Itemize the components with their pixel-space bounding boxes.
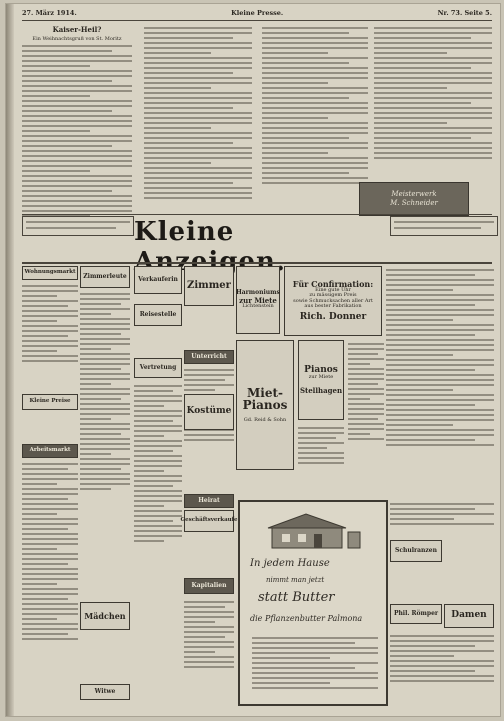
ad-reisestelle: Reisestelle xyxy=(134,304,182,326)
issue-number: Nr. 73. Seite 5. xyxy=(437,9,492,17)
ad-arbeitsmarkt: Arbeitsmarkt xyxy=(22,444,78,458)
ad-vertretung: Vertretung xyxy=(134,358,182,378)
classified-column-c xyxy=(80,290,130,600)
ad-heirat: Heirat xyxy=(184,494,234,508)
classified-column-k xyxy=(390,632,494,708)
ad-rumpler: Phil. Römper xyxy=(390,604,442,624)
article-text xyxy=(374,27,492,159)
issue-date: 27. März 1914. xyxy=(22,9,77,17)
classified-column-g xyxy=(298,424,344,494)
banner-line-1: Meisterwerk xyxy=(391,190,437,198)
article-title: Kaiser-Heil? xyxy=(52,25,102,34)
ad-kleine-preise: Kleine Preise xyxy=(22,394,78,410)
classified-column-f xyxy=(184,598,234,708)
article-text xyxy=(22,45,132,217)
article-text xyxy=(144,27,252,199)
ad-geschaftsverkaufe: Geschäftsverkaufe xyxy=(184,510,234,532)
page-spine xyxy=(6,4,14,716)
article-column-4 xyxy=(374,24,492,178)
notice-box-left xyxy=(22,216,134,236)
ad-madchen: Mädchen xyxy=(80,602,130,630)
ad-schulranzen: Schulranzen xyxy=(390,540,442,562)
newspaper-page xyxy=(6,4,500,716)
ad-witwe: Witwe xyxy=(80,684,130,700)
ad-wohnungsmarkt: Wohnungsmarkt xyxy=(22,266,78,280)
banner-line-2: M. Schneider xyxy=(390,199,438,207)
classified-column-h xyxy=(348,340,384,496)
classified-column-d xyxy=(134,382,182,632)
ad-zimmerleute: Zimmerleute xyxy=(80,266,130,288)
palmona-line-2: nimmt man jetzt xyxy=(266,576,325,584)
ad-miet-pianos: Miet-Pianos Gd. Reid & Sohn xyxy=(236,340,294,470)
section-title-band xyxy=(134,217,388,262)
ad-confirmation: Für Confirmation: Eine gute Uhr zu mässigem Preis sowie Schmucksachen aller Art aus bester Fabrikation Rich. Donner xyxy=(284,266,382,336)
ad-palmona xyxy=(238,500,388,706)
house-illustration xyxy=(264,512,364,550)
classified-column-b xyxy=(22,460,78,710)
classified-column-i xyxy=(386,266,494,494)
ad-verkauferin: Verkauferin xyxy=(134,266,182,294)
article-column-2 xyxy=(144,24,252,214)
ad-pianos: Pianos zur Miete Stellhagen xyxy=(298,340,344,420)
ad-kostume: Kostüme xyxy=(184,394,234,430)
notice-box-right xyxy=(390,216,498,236)
article-text xyxy=(262,27,368,184)
paper-name: Kleine Presse. xyxy=(231,9,284,17)
article-column-3 xyxy=(262,24,368,214)
running-head xyxy=(22,9,492,19)
ad-zimmer: Zimmer xyxy=(184,266,234,306)
section-title: Kleine xyxy=(134,217,235,247)
palmona-line-3: statt Butter xyxy=(258,590,335,605)
ad-harmoniums: Harmoniums zur Miete Lichtenstein xyxy=(236,266,280,334)
palmona-body xyxy=(252,634,378,692)
classified-column-a xyxy=(22,282,78,392)
ad-unterricht: Unterricht xyxy=(184,350,234,364)
article-subtitle: Ein Weihnachtsgruß von St. Moritz xyxy=(32,36,122,42)
classified-column-j xyxy=(390,500,494,538)
header-rule xyxy=(22,20,492,21)
article-column-1 xyxy=(22,24,132,214)
ad-damen: Damen xyxy=(444,604,494,628)
palmona-line-4: die Pflanzenbutter Palmona xyxy=(250,614,363,623)
ad-kapitalien: Kapitalien xyxy=(184,578,234,594)
banner-advertisement xyxy=(359,182,469,216)
section-rule xyxy=(22,214,492,215)
palmona-line-1: In jedem Hause xyxy=(250,558,330,569)
title-rule xyxy=(22,262,492,264)
